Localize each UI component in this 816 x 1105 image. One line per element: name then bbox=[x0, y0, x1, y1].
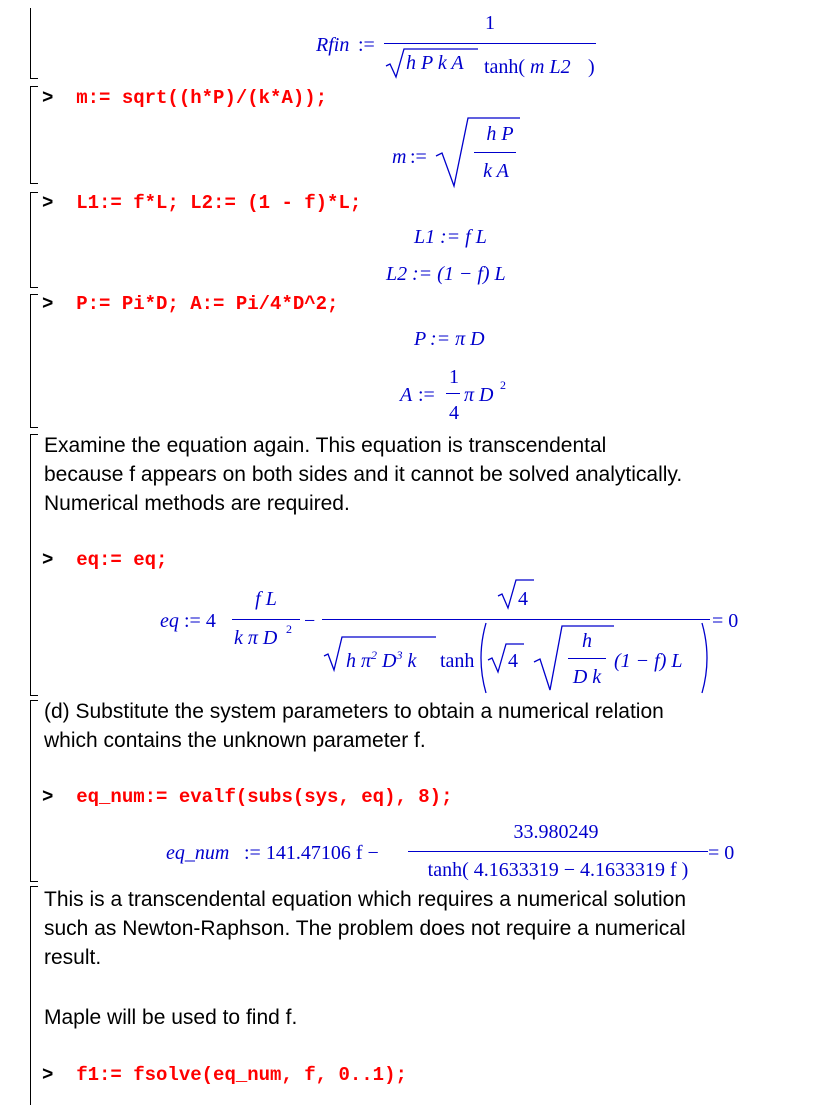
eq-num-lhs: eq_num bbox=[166, 842, 230, 864]
P-rhs: := π D bbox=[430, 328, 485, 350]
A-assign: := bbox=[418, 384, 435, 406]
eq-inner-tail: (1 − f) L bbox=[614, 650, 683, 672]
eq-frac2-numerator: 4 bbox=[518, 588, 528, 610]
m-denominator: k A bbox=[483, 160, 509, 182]
command-input-PA[interactable]: P:= Pi*D; A:= Pi/4*D^2; bbox=[76, 293, 339, 315]
eq-frac1-den-exp: 2 bbox=[286, 622, 292, 636]
group-bracket-num bbox=[30, 700, 38, 882]
eq-assign: := 4 bbox=[184, 610, 216, 632]
command-input-L[interactable]: L1:= f*L; L2:= (1 - f)*L; bbox=[76, 192, 362, 214]
rfin-numerator: 1 bbox=[485, 12, 495, 34]
text-newton-raphson-note: This is a transcendental equation which requires a numerical solution such as Newton-Raphson. The problem does not require a numerical result. bbox=[44, 888, 687, 969]
eq-inner-numerator: h bbox=[582, 630, 592, 652]
eq-inner-bar bbox=[568, 658, 606, 659]
group-bracket-f1 bbox=[30, 886, 38, 1105]
rfin-tanh-arg: m L2 bbox=[530, 56, 571, 78]
eq-den-rad-exp2: 3 bbox=[396, 648, 403, 662]
command-input-m[interactable]: m:= sqrt((h*P)/(k*A)); bbox=[76, 87, 328, 109]
prompt-icon: > bbox=[42, 549, 54, 571]
eq-frac1-numerator: f L bbox=[255, 588, 277, 610]
rfin-lhs: Rfin bbox=[316, 34, 350, 56]
group-bracket-L bbox=[30, 192, 38, 288]
rfin-tanh: tanh( bbox=[484, 56, 526, 78]
eq-sqrt4-icon bbox=[498, 578, 534, 612]
rfin-assign: := bbox=[358, 34, 375, 56]
command-line-L[interactable] bbox=[42, 192, 361, 214]
eq-equals: = 0 bbox=[712, 610, 739, 632]
eq-num-fraction-bar bbox=[408, 851, 708, 852]
command-line-eq-num[interactable] bbox=[42, 786, 452, 808]
eq-tanh: tanh bbox=[440, 650, 475, 672]
eq-den-rad-a-text: h π bbox=[346, 650, 372, 672]
command-input-eq-num[interactable]: eq_num:= evalf(subs(sys, eq), 8); bbox=[76, 786, 453, 808]
command-input-eq[interactable]: eq:= eq; bbox=[76, 549, 168, 571]
eq-den-rad-c: k bbox=[402, 650, 417, 672]
command-line-PA[interactable] bbox=[42, 293, 338, 315]
rfin-radicand: h P k A bbox=[406, 52, 464, 74]
eq-lhs: eq bbox=[160, 610, 179, 632]
text-substitute-note: (d) Substitute the system parameters to obtain a numerical relation which contains the unknown parameter f. bbox=[44, 700, 664, 752]
A-exponent: 2 bbox=[500, 378, 506, 392]
prompt-icon: > bbox=[42, 192, 54, 214]
eq-num-equals: = 0 bbox=[708, 842, 735, 864]
m-lhs: m bbox=[392, 146, 407, 168]
m-assign: := bbox=[410, 146, 427, 168]
eq-minus: − bbox=[304, 610, 316, 632]
prompt-icon: > bbox=[42, 1064, 54, 1086]
A-lhs: A bbox=[400, 384, 413, 406]
m-fraction-bar bbox=[474, 152, 516, 153]
group-bracket-eq bbox=[30, 434, 38, 696]
text-maple-note: Maple will be used to find f. bbox=[44, 1006, 298, 1029]
m-numerator: h P bbox=[486, 123, 514, 145]
command-input-f1[interactable]: f1:= fsolve(eq_num, f, 0..1); bbox=[76, 1064, 407, 1086]
rfin-tanh-close: ) bbox=[588, 56, 595, 78]
prompt-icon: > bbox=[42, 87, 54, 109]
A-numerator: 1 bbox=[449, 366, 459, 388]
L1-lhs: L1 bbox=[414, 226, 436, 248]
A-denominator: 4 bbox=[449, 402, 459, 424]
command-line-f1[interactable] bbox=[42, 1064, 407, 1086]
eq-num-denominator: tanh( 4.1633319 − 4.1633319 f ) bbox=[427, 859, 689, 881]
L2-lhs: L2 bbox=[386, 263, 408, 285]
text-transcendental-note: Examine the equation again. This equation is transcendental because f appears on both sides and it cannot be solved analytically. Numerical methods are required. bbox=[44, 434, 683, 515]
eq-inner-four: 4 bbox=[508, 650, 518, 672]
group-bracket-rfin bbox=[30, 8, 38, 79]
eq-den-rad-b: D bbox=[377, 650, 397, 672]
prompt-icon: > bbox=[42, 786, 54, 808]
prompt-icon: > bbox=[42, 293, 54, 315]
A-fraction-bar bbox=[446, 393, 460, 394]
eq-den-rad-exp1: 2 bbox=[371, 648, 378, 662]
group-bracket-m bbox=[30, 86, 38, 184]
P-lhs: P bbox=[414, 328, 427, 350]
eq-inner-sqrt4-icon bbox=[488, 642, 524, 676]
eq-frac1-bar bbox=[232, 619, 300, 620]
eq-num-numerator: 33.980249 bbox=[513, 821, 599, 843]
eq-den-rad-a bbox=[346, 650, 416, 673]
L2-rhs: := (1 − f) L bbox=[412, 263, 506, 285]
group-bracket-PA bbox=[30, 294, 38, 428]
L1-rhs: := f L bbox=[440, 226, 487, 248]
command-line-eq[interactable] bbox=[42, 549, 167, 571]
eq-inner-denominator: D k bbox=[572, 666, 602, 688]
A-tail: π D bbox=[464, 384, 494, 406]
command-line-m[interactable] bbox=[42, 87, 327, 109]
eq-frac2-bar bbox=[322, 619, 710, 620]
rfin-fraction-bar bbox=[384, 43, 596, 44]
eq-num-assign: := 141.47106 f − bbox=[244, 842, 379, 864]
eq-frac1-denominator: k π D bbox=[234, 627, 278, 649]
eq-left-paren-icon bbox=[474, 622, 488, 694]
